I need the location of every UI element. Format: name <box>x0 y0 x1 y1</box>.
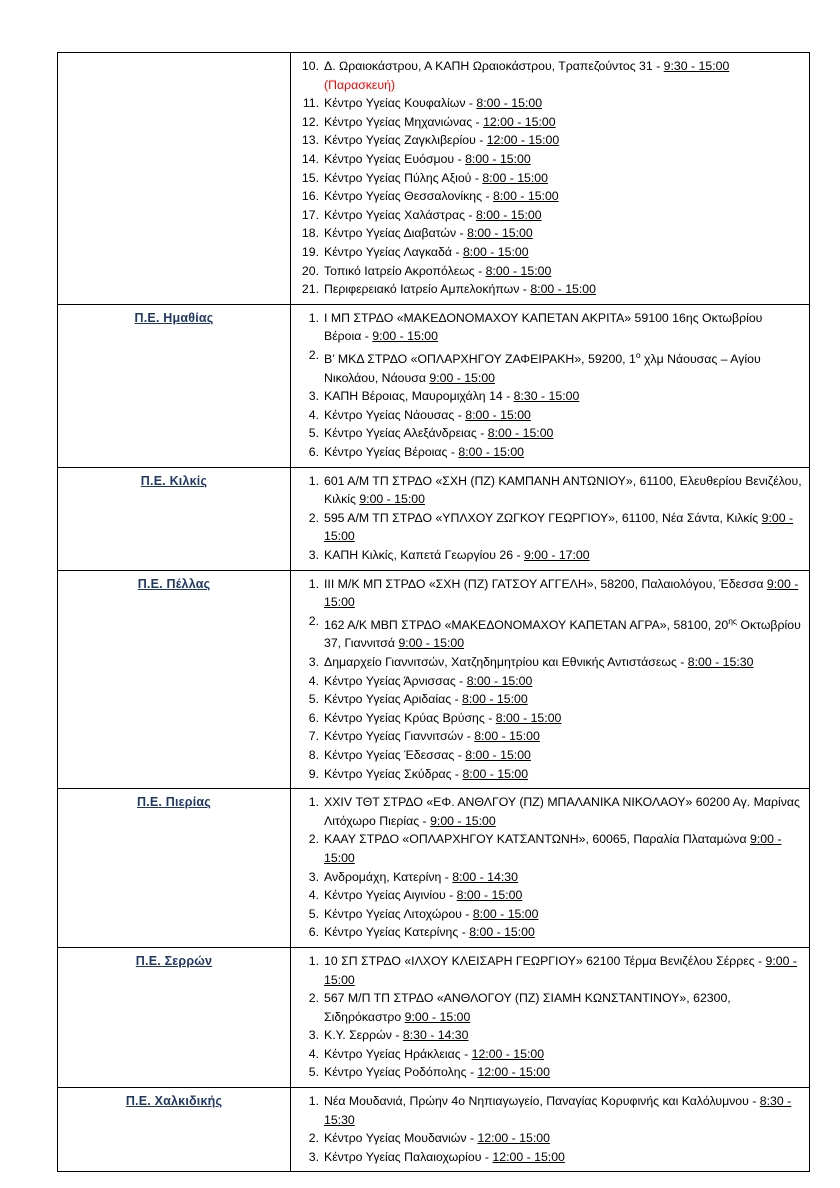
list-item <box>297 206 803 225</box>
list-item-number: 12. <box>301 114 319 129</box>
list-item-text: Ανδρομάχη, Κατερίνη - 8:00 - 14:30 <box>324 869 518 884</box>
list-item-number: 10. <box>301 59 319 73</box>
list-item <box>297 346 803 387</box>
list-item-text: Κέντρο Υγείας Μουδανιών - 12:00 - 15:00 <box>324 1131 550 1146</box>
region-label: Π.Ε. Πέλλας <box>137 576 211 591</box>
list-item-text: Κέντρο Υγείας Ζαγκλιβερίου - 12:00 - 15:00 <box>324 133 560 148</box>
list-item-text: Κέντρο Υγείας Θεσσαλονίκης - 8:00 - 15:00 <box>324 189 559 204</box>
list-item <box>297 575 803 612</box>
site-list <box>297 1092 803 1166</box>
list-item-text: 601 Α/Μ ΤΠ ΣΤΡΔΟ «ΣΧΗ (ΠΖ) ΚΑΜΠΑΝΗ ΑΝΤΩΝΙΟΥ», 61100, Ελευθερίου Βενιζέλου, Κιλκίς 9:00 - 15:00 <box>324 473 802 507</box>
list-item-text: Κέντρο Υγείας Πύλης Αξιού - 8:00 - 15:00 <box>324 170 548 185</box>
list-item-text: Κέντρο Υγείας Βέροιας - 8:00 - 15:00 <box>324 444 524 459</box>
list-item <box>297 57 803 94</box>
list-item-text: Νέα Μουδανιά, Πρώην 4ο Νηπιαγωγείο, Παναγίας Κορυφινής και Καλόλυμνου - 8:30 - 15:30 <box>324 1094 792 1127</box>
region-cell <box>58 467 291 570</box>
list-item <box>297 1063 803 1082</box>
list-item <box>297 94 803 113</box>
region-label: Π.Ε. Σερρών <box>135 953 213 968</box>
list-item-number: 3. <box>308 547 319 562</box>
list-item-text: Κέντρο Υγείας Έδεσσας - 8:00 - 15:00 <box>324 747 531 762</box>
list-item-text: 10 ΣΠ ΣΤΡΔΟ «ΙΛΧΟΥ ΚΛΕΙΣΑΡΗ ΓΕΩΡΓΙΟΥ» 62100 Τέρμα Βενιζέλου Σέρρες - 9:00 - 15:00 <box>324 953 797 987</box>
list-item-text: Τοπικό Ιατρείο Ακροπόλεως - 8:00 - 15:00 <box>324 263 552 278</box>
list-item-number: 6. <box>308 444 319 459</box>
list-item-number: 11. <box>302 96 319 111</box>
list-item-number: 2. <box>308 613 319 628</box>
list-item-number: 4. <box>308 888 319 903</box>
table-row <box>58 947 810 1087</box>
list-item-text: Κέντρο Υγείας Χαλάστρας - 8:00 - 15:00 <box>324 207 542 222</box>
list-item <box>297 387 803 406</box>
list-item-number: 19. <box>301 244 319 259</box>
list-item-number: 8. <box>308 747 319 762</box>
list-item-number: 15. <box>301 170 319 185</box>
list-item <box>297 243 803 262</box>
vaccination-sites-table <box>57 52 810 1172</box>
list-item-number: 13. <box>301 133 319 148</box>
list-item-text: Κέντρο Υγείας Αλεξάνδρειας - 8:00 - 15:00 <box>324 426 554 441</box>
region-label: Π.Ε. Χαλκιδικής <box>125 1094 223 1109</box>
list-item <box>297 309 803 346</box>
list-item-text: ΚΑΠΗ Κιλκίς, Καπετά Γεωργίου 26 - 9:00 - 17:00 <box>324 547 590 562</box>
list-item <box>297 224 803 243</box>
list-item-text: 567 Μ/Π ΤΠ ΣΤΡΔΟ «ΑΝΘΛΟΓΟΥ (ΠΖ) ΣΙΑΜΗ ΚΩΝΣΤΑΝΤΙΝΟΥ», 62300, Σιδηρόκαστρο 9:00 - 15:00 <box>324 991 731 1024</box>
region-cell <box>58 570 291 789</box>
list-item-number: 1. <box>308 310 319 325</box>
list-item-number: 5. <box>308 1065 319 1080</box>
list-item-number: 3. <box>308 869 319 884</box>
list-item <box>297 509 803 546</box>
list-item <box>297 765 803 784</box>
items-cell <box>291 947 810 1087</box>
list-item-text: Κέντρο Υγείας Κρύας Βρύσης - 8:00 - 15:00 <box>324 710 562 725</box>
list-item-number: 17. <box>301 207 319 222</box>
list-item-text: Β’ ΜΚΔ ΣΤΡΔΟ «ΟΠΛΑΡΧΗΓΟΥ ΖΑΦΕΙΡΑΚΗ», 59200, $1^o$ χλμ Νάουσας – Αγίου Νικολάου, Νάουσα 9:00 - 15:00 <box>324 349 761 385</box>
list-item-text: Κέντρο Υγείας Αριδαίας - 8:00 - 15:00 <box>324 692 528 707</box>
table-row <box>58 467 810 570</box>
region-cell <box>58 1088 291 1172</box>
list-item-text: Κέντρο Υγείας Αιγινίου - 8:00 - 15:00 <box>324 888 523 903</box>
list-item <box>297 672 803 691</box>
list-item-text: Κέντρο Υγείας Παλαιοχωρίου - 12:00 - 15:00 <box>324 1149 565 1164</box>
list-item <box>297 472 803 509</box>
list-item <box>297 923 803 942</box>
table-row <box>58 304 810 467</box>
list-item-text: Ι ΜΠ ΣΤΡΔΟ «ΜΑΚΕΔΟΝΟΜΑΧΟΥ ΚΑΠΕΤΑΝ ΑΚΡΙΤΑ» 59100 16ης Οκτωβρίου Βέροια - 9:00 - 15:00 <box>324 310 763 344</box>
list-item-number: 5. <box>308 692 319 707</box>
items-cell <box>291 53 810 305</box>
list-item <box>297 1148 803 1167</box>
list-item-number: 6. <box>308 925 319 940</box>
items-cell <box>291 1088 810 1172</box>
region-cell <box>58 789 291 948</box>
list-item <box>297 187 803 206</box>
list-item <box>297 280 803 299</box>
list-item-text: Δ. Ωραιοκάστρου, Α ΚΑΠΗ Ωραιοκάστρου, Τραπεζούντος 31 - 9:30 - 15:00 (Παρασκευή) <box>324 59 730 92</box>
list-item-number: 1. <box>308 1094 319 1109</box>
list-item <box>297 169 803 188</box>
list-item <box>297 709 803 728</box>
items-cell <box>291 570 810 789</box>
list-item <box>297 1026 803 1045</box>
list-item-number: 3. <box>308 655 319 669</box>
site-list <box>297 575 803 784</box>
list-item-number: 2. <box>308 347 319 362</box>
list-item-number: 18. <box>301 226 319 241</box>
list-item-text: Κέντρο Υγείας Νάουσας - 8:00 - 15:00 <box>324 407 531 422</box>
list-item-text: Κέντρο Υγείας Κατερίνης - 8:00 - 15:00 <box>324 925 535 940</box>
list-item-number: 2. <box>308 1131 319 1146</box>
list-item <box>297 1045 803 1064</box>
list-item <box>297 653 803 672</box>
list-item-number: 5. <box>308 426 319 441</box>
list-item-text: ΚΑΑΥ ΣΤΡΔΟ «ΟΠΛΑΡΧΗΓΟΥ ΚΑΤΣΑΝΤΩΝΗ», 60065, Παραλία Πλαταμώνα 9:00 - 15:00 <box>324 832 782 865</box>
table-row <box>58 1088 810 1172</box>
list-item-text: Κ.Υ. Σερρών - 8:30 - 14:30 <box>324 1028 469 1043</box>
list-item-number: 16. <box>301 189 319 204</box>
items-cell <box>291 304 810 467</box>
list-item-text: Δημαρχείο Γιαννιτσών, Χατζηδημητρίου και Εθνικής Αντιστάσεως - 8:00 - 15:30 <box>324 655 754 669</box>
list-item <box>297 793 803 830</box>
list-item-number: 1. <box>308 795 319 810</box>
list-item-text: Κέντρο Υγείας Λαγκαδά - 8:00 - 15:00 <box>324 244 529 259</box>
list-item-number: 9. <box>308 766 319 781</box>
list-item <box>297 424 803 443</box>
items-cell <box>291 467 810 570</box>
list-item-number: 5. <box>308 906 319 921</box>
table-row <box>58 53 810 305</box>
site-list <box>297 793 803 942</box>
list-item-number: 1. <box>308 473 319 488</box>
list-item-text: Κέντρο Υγείας Ροδόπολης - 12:00 - 15:00 <box>324 1065 550 1080</box>
list-item-text: Κέντρο Υγείας Κουφαλίων - 8:00 - 15:00 <box>324 96 543 111</box>
list-item <box>297 727 803 746</box>
table-body <box>58 53 810 1172</box>
list-item-number: 7. <box>308 729 319 744</box>
list-item <box>297 262 803 281</box>
list-item-text: ΚΑΠΗ Βέροιας, Μαυρομιχάλη 14 - 8:30 - 15:00 <box>324 389 580 404</box>
list-item-number: 3. <box>308 1028 319 1043</box>
list-item-number: 21. <box>301 282 319 297</box>
list-item-text: Περιφερειακό Ιατρείο Αμπελοκήπων - 8:00 - 15:00 <box>324 282 596 297</box>
site-list <box>297 472 803 565</box>
region-label: Π.Ε. Κιλκίς <box>140 473 208 488</box>
list-item-number: 4. <box>308 673 319 688</box>
list-item <box>297 131 803 150</box>
region-label: Π.Ε. Ημαθίας <box>134 310 214 325</box>
list-item-number: 2. <box>308 832 319 847</box>
list-item-text: Κέντρο Υγείας Ευόσμου - 8:00 - 15:00 <box>324 151 531 166</box>
list-item <box>297 690 803 709</box>
list-item-text: Κέντρο Υγείας Διαβατών - 8:00 - 15:00 <box>324 226 533 241</box>
site-list <box>297 309 803 462</box>
list-item <box>297 443 803 462</box>
list-item <box>297 612 803 653</box>
table-row <box>58 570 810 789</box>
list-item-number: 3. <box>308 1149 319 1164</box>
list-item-number: 20. <box>301 263 319 278</box>
list-item <box>297 746 803 765</box>
list-item-text: 595 Α/Μ ΤΠ ΣΤΡΔΟ «ΥΠΛΧΟΥ ΖΩΓΚΟΥ ΓΕΩΡΓΙΟΥ», 61100, Νέα Σάντα, Κιλκίς 9:00 - 15:00 <box>324 510 794 544</box>
items-cell <box>291 789 810 948</box>
region-cell <box>58 947 291 1087</box>
list-item-text: Κέντρο Υγείας Άρνισσας - 8:00 - 15:00 <box>324 673 533 688</box>
list-item-number: 2. <box>308 991 319 1006</box>
list-item-text: ΧΧΙV ΤΘΤ ΣΤΡΔΟ «ΕΦ. ΑΝΘΛΓΟΥ (ΠΖ) ΜΠΑΛΑΝΙΚΑ ΝΙΚΟΛΑΟΥ» 60200 Αγ. Μαρίνας Λιτόχωρο Πιερίας - 9:00 - 15:00 <box>324 795 800 828</box>
list-item-number: 4. <box>308 1046 319 1061</box>
list-item <box>297 406 803 425</box>
site-list <box>297 57 803 299</box>
list-item-text: Κέντρο Υγείας Λιτοχώρου - 8:00 - 15:00 <box>324 906 539 921</box>
list-item <box>297 952 803 989</box>
region-cell <box>58 53 291 305</box>
region-label: Π.Ε. Πιερίας <box>136 795 211 810</box>
list-item-number: 1. <box>308 576 319 591</box>
list-item <box>297 989 803 1026</box>
list-item-text: Κέντρο Υγείας Μηχανιώνας - 12:00 - 15:00 <box>324 114 556 129</box>
list-item-number: 6. <box>308 710 319 725</box>
list-item-number: 4. <box>308 407 319 422</box>
list-item <box>297 868 803 887</box>
list-item <box>297 1092 803 1129</box>
list-item <box>297 150 803 169</box>
list-item-number: 2. <box>308 510 319 525</box>
list-item <box>297 905 803 924</box>
list-item-text: Κέντρο Υγείας Γιαννιτσών - 8:00 - 15:00 <box>324 729 540 744</box>
list-item-number: 14. <box>301 151 319 166</box>
table-row <box>58 789 810 948</box>
list-item-number: 1. <box>308 953 319 968</box>
site-list <box>297 952 803 1082</box>
list-item <box>297 1129 803 1148</box>
list-item-text: Κέντρο Υγείας Σκύδρας - 8:00 - 15:00 <box>324 766 529 781</box>
list-item <box>297 830 803 867</box>
list-item-text: ΙΙΙ Μ/Κ ΜΠ ΣΤΡΔΟ «ΣΧΗ (ΠΖ) ΓΑΤΣΟΥ ΑΓΓΕΛΗ», 58200, Παλαιολόγου, Έδεσσα 9:00 - 15:00 <box>324 576 799 610</box>
region-cell <box>58 304 291 467</box>
list-item <box>297 113 803 132</box>
list-item <box>297 886 803 905</box>
list-item-text: Κέντρο Υγείας Ηράκλειας - 12:00 - 15:00 <box>324 1046 545 1061</box>
list-item-number: 3. <box>308 389 319 404</box>
list-item-text: 162 Α/Κ ΜΒΠ ΣΤΡΔΟ «ΜΑΚΕΔΟΝΟΜΑΧΟΥ ΚΑΠΕΤΑΝ ΑΓΡΑ», 58100, $20^{\eta\varsigma}$ Οκτωβρίου 37, Γιαννιτσά 9:00 - 15:00 <box>324 615 801 651</box>
list-item <box>297 546 803 565</box>
